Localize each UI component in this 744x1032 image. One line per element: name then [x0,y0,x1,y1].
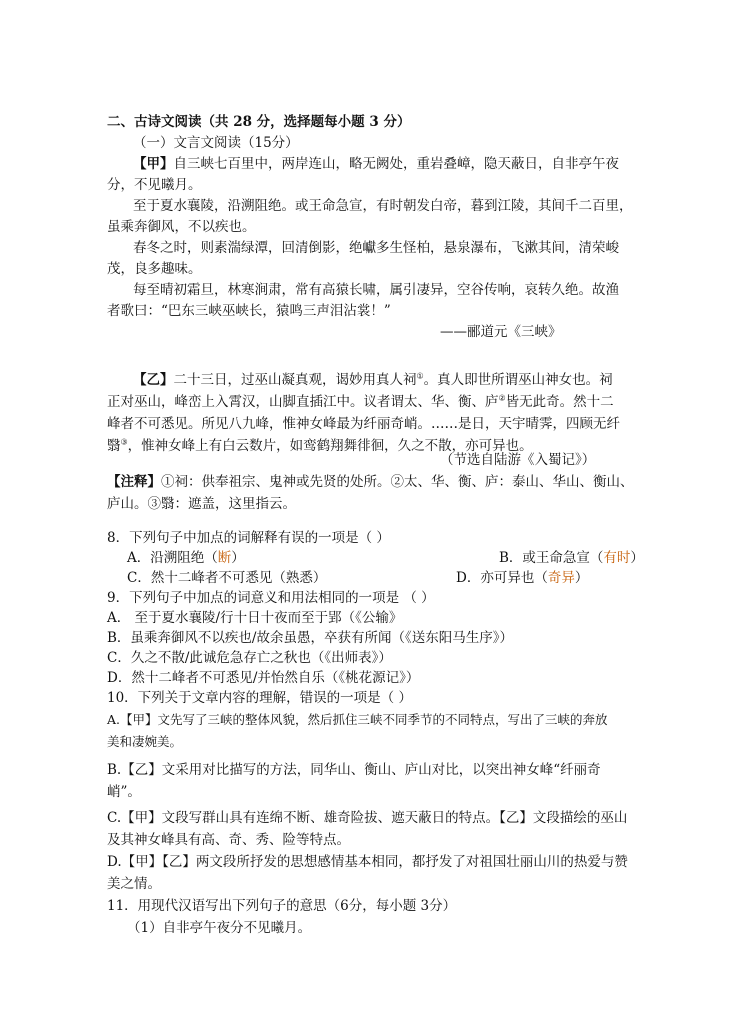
option-text: B．或王命急宣（ [499,550,604,566]
q8-option-a [127,548,245,568]
jia-paragraph-4-line-1: 每至晴初霜旦，林寒涧肃，常有高猿长啸，属引凄异，空谷传响，哀转久绝。故渔 [133,282,619,298]
answer-annotation: 断 [217,550,232,566]
option-text: D．亦可异也（ [456,570,548,586]
jia-paragraph-2-line-1: 至于夏水襄陵，沿溯阻绝。或王命急宣，有时朝发白帝，暮到江陵，其间千二百里， [133,198,633,214]
q9-option-c: C．久之不散/此诚危急存亡之秋也（《出师表》） [107,650,392,666]
notes-label: 【注释】 [107,474,161,490]
yi-line-1 [133,370,613,390]
question-8: 8．下列句子中加点的词解释有误的一项是（ ） [107,530,390,546]
subsection-heading: （一）文言文阅读（15分） [133,135,299,151]
option-text: ） [630,550,644,566]
footnote-marker: ③ [120,437,128,447]
q8-option-c: C．然十二峰者不可悉见（熟悉） [127,570,327,586]
q10-option-d-line-1: D.【甲】【乙】两文段所抒发的思想感情基本相同，都抒发了对祖国壮丽山川的热爱与赞 [107,854,628,870]
option-text: A．沿溯阻绝（ [127,550,218,566]
yi-text: 二十三日，过巫山凝真观，谒妙用真人祠 [173,372,417,388]
yi-text: 翳 [107,438,121,454]
jia-paragraph-3-line-2: 茂，良多趣味。 [107,261,202,277]
notes-line-2: 庐山。③翳：遮盖，这里指云。 [107,496,296,512]
q10-option-a-line-1: A.【甲】文先写了三峡的整体风貌，然后抓住三峡不同季节的不同特点，写出了三峡的奔放 [107,712,608,727]
option-text: ） [574,570,589,586]
notes-line-1 [107,472,634,492]
q9-option-a: A． 至于夏水襄陵/行十日十夜而至于郢（《公输》 [107,610,403,626]
yi-text: 正对巫山，峰峦上入霄汉，山脚直插江中。议者谓太、华、衡、庐 [107,394,499,410]
yi-source: （节选自陆游《入蜀记》） [440,452,596,468]
q11-item-1: （1）自非亭午夜分不见曦月。 [127,920,312,936]
jia-paragraph-3-line-1: 春冬之时，则素湍绿潭，回清倒影，绝巘多生怪柏，悬泉瀑布，飞漱其间，清荣峻 [133,240,619,256]
jia-paragraph-2-line-2: 虽乘奔御风，不以疾也。 [107,219,256,235]
yi-text: ，惟神女峰上有白云数片，如鸾鹤翔舞徘徊，久之不散，亦可异也。 [127,438,533,454]
option-text: ） [231,550,245,566]
q10-option-b-line-1: B.【乙】文采用对比描写的方法，同华山、衡山、庐山对比，以突出神女峰“纤丽奇 [107,762,601,778]
yi-text: 。真人即世所谓巫山神女也。祠 [423,372,613,388]
q8-option-b [499,548,644,568]
q10-option-c-line-1: C.【甲】文段写群山具有连绵不断、雄奇险拔、遮天蔽日的特点。【乙】文段描绘的巫山 [107,810,628,826]
jia-paragraph-1-line-1 [133,154,619,174]
q10-option-b-line-2: 峭”。 [107,784,141,800]
jia-paragraph-4-line-2: 者歌曰：“巴东三峡巫峡长，猿鸣三声泪沾裳！” [107,303,391,319]
section-heading: 二、古诗文阅读（共 28 分，选择题每小题 3 分） [107,114,411,130]
jia-source: ——郦道元《三峡》 [440,324,562,340]
jia-text: 自三峡七百里中，两岸连山，略无阙处，重岩叠嶂，隐天蔽日，自非亭午夜 [173,156,619,172]
yi-label: 【乙】 [133,372,174,388]
notes-text: ①祠：供奉祖宗、鬼神或先贤的处所。②太、华、衡、庐：泰山、华山、衡山、 [161,474,634,490]
yi-line-3: 峰者不可悉见。所见八九峰，惟神女峰最为纤丽奇峭。……是日，天宇晴霁，四顾无纤 [107,416,620,432]
answer-annotation: 有时 [603,550,631,566]
q10-option-a-line-2: 美和凄婉美。 [107,734,183,749]
q8-option-d [456,568,588,588]
footnote-marker: ② [498,393,506,403]
answer-annotation: 奇异 [547,570,575,586]
question-11: 11．用现代汉语写出下列句子的意思（6分，每小题 3分） [107,898,457,914]
q10-option-d-line-2: 美之情。 [107,876,161,892]
footnote-marker: ① [416,371,424,381]
jia-label: 【甲】 [133,156,174,172]
q9-option-d: D．然十二峰者不可悉见/并怡然自乐（《桃花源记》） [107,670,420,686]
q9-option-b: B．虽乘奔御风不以疾也/故余虽愚，卒获有所闻（《送东阳马生序》） [107,630,513,646]
yi-text: 皆无此奇。然十二 [505,394,614,410]
jia-paragraph-1-line-2: 分，不见曦月。 [107,177,202,193]
yi-line-2 [107,392,614,412]
question-10: 10．下列关于文章内容的理解，错误的一项是（ ） [107,690,412,706]
q10-option-c-line-2: 及其神女峰具有高、奇、秀、险等特点。 [107,832,350,848]
question-9: 9．下列句子中加点的词意义和用法相同的一项是 （ ） [107,590,435,606]
